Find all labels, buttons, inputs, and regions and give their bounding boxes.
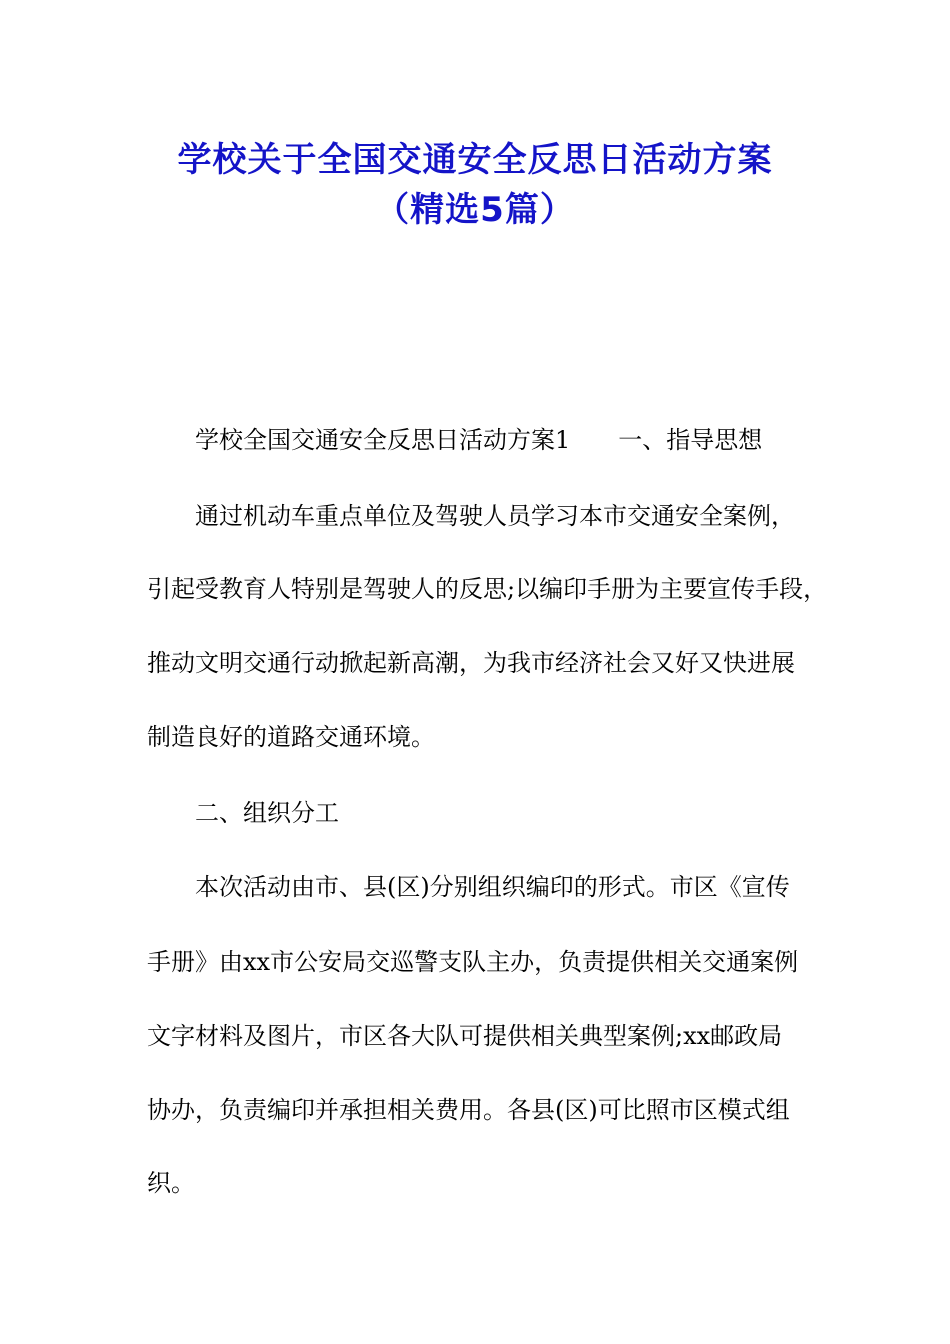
document-title: 学校关于全国交通安全反思日活动方案 — [177, 140, 773, 180]
paragraph-line: 织。 — [147, 1169, 195, 1197]
paragraph-line: 本次活动由市、县(区)分别组织编印的形式。市区《宣传 — [195, 873, 790, 901]
section-heading: 二、组织分工 — [195, 799, 339, 827]
paragraph-line: 引起受教育人特别是驾驶人的反思;以编印手册为主要宣传手段， — [147, 575, 828, 603]
document-subtitle: （精选5篇） — [375, 190, 575, 230]
paragraph-line: 手册》由xx市公安局交巡警支队主办，负责提供相关交通案例 — [147, 948, 799, 976]
paragraph-line: 制造良好的道路交通环境。 — [147, 723, 435, 751]
paragraph-line: 推动文明交通行动掀起新高潮，为我市经济社会又好又快进展 — [147, 649, 795, 677]
paragraph-line: 文字材料及图片，市区各大队可提供相关典型案例;xx邮政局 — [147, 1022, 783, 1050]
paragraph-line: 学校全国交通安全反思日活动方案1 一、指导思想 — [195, 426, 763, 454]
paragraph-line: 通过机动车重点单位及驾驶人员学习本市交通安全案例， — [195, 502, 795, 530]
paragraph-line: 协办，负责编印并承担相关费用。各县(区)可比照市区模式组 — [147, 1096, 790, 1124]
